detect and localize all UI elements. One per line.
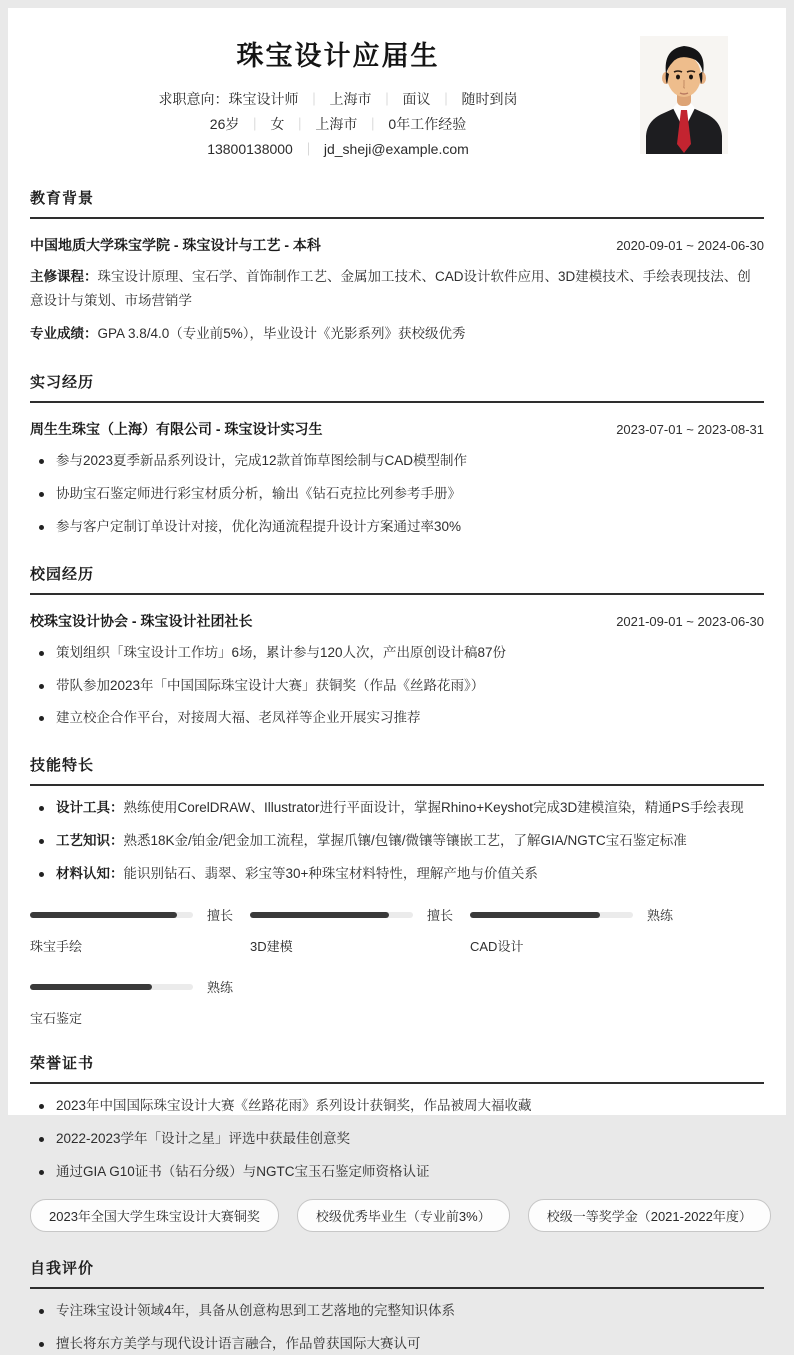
- bullet-text: 2022-2023学年「设计之星」评选中获最佳创意奖: [56, 1131, 351, 1147]
- skill-text: 熟悉18K金/铂金/钯金加工流程，掌握爪镶/包镶/微镶等镶嵌工艺，了解GIA/NGTC宝石鉴定标准: [123, 833, 687, 849]
- bullet-text: 专注珠宝设计领域4年，具备从创意构思到工艺落地的完整知识体系: [56, 1302, 456, 1318]
- skill-text: 能识别钻石、翡翠、彩宝等30+种珠宝材料特性，理解产地与价值关系: [123, 866, 538, 882]
- list-item: [30, 798, 764, 819]
- section-title-education: 教育背景: [30, 187, 764, 219]
- intent-role: 珠宝设计师: [228, 91, 299, 107]
- list-item: [30, 1301, 764, 1322]
- list-item: [30, 1129, 764, 1150]
- separator: ｜: [366, 117, 380, 132]
- summary-bullet-list: [30, 1301, 764, 1355]
- skill-bar-3d-modeling: [250, 905, 470, 955]
- profile-photo: [640, 36, 728, 154]
- bullet-dot-icon: [39, 459, 44, 464]
- section-title-skills: 技能特长: [30, 754, 764, 786]
- section-skills: [30, 754, 764, 1027]
- internship-entry-title: 周生生珠宝（上海）有限公司 - 珠宝设计实习生: [30, 420, 323, 437]
- honor-badge: 校级一等奖学金（2021-2022年度）: [528, 1199, 771, 1232]
- list-item: [30, 1162, 764, 1183]
- bullet-dot-icon: [39, 651, 44, 656]
- section-campus: [30, 563, 764, 730]
- basic-info-line: [38, 112, 638, 137]
- section-title-honors: 荣誉证书: [30, 1052, 764, 1084]
- bar-level-label: 擅长: [427, 908, 454, 924]
- bar-skill-name: CAD设计: [470, 939, 524, 955]
- info-age: 26岁: [209, 116, 240, 132]
- info-gender: 女: [270, 116, 285, 132]
- list-item: [30, 864, 764, 885]
- list-item: [30, 1096, 764, 1117]
- section-title-campus: 校园经历: [30, 563, 764, 595]
- skill-bar-jewelry-sketch: [30, 905, 250, 955]
- job-intent-label: 求职意向：: [158, 91, 229, 107]
- intent-city: 上海市: [329, 91, 372, 107]
- separator: ｜: [380, 92, 394, 107]
- campus-entry-title: 校珠宝设计协会 - 珠宝设计社团社长: [30, 612, 253, 629]
- bullet-text: 策划组织「珠宝设计工作坊」6场，累计参与120人次，产出原创设计稿87份: [56, 644, 507, 660]
- separator: ｜: [439, 92, 453, 107]
- honor-badge: 2023年全国大学生珠宝设计大赛铜奖: [30, 1199, 279, 1232]
- separator: ｜: [307, 92, 321, 107]
- education-gpa-row: [30, 322, 764, 346]
- skill-label: 材料认知：: [56, 866, 124, 882]
- courses-text: 珠宝设计原理、宝石学、首饰制作工艺、金属加工技术、CAD设计软件应用、3D建模技术、手绘表现技法、创意设计与策划、市场营销学: [30, 269, 751, 308]
- bullet-text: 参与2023夏季新品系列设计，完成12款首饰草图绘制与CAD模型制作: [56, 452, 468, 468]
- bullet-text: 擅长将东方美学与现代设计语言融合，作品曾获国际大赛认可: [56, 1335, 421, 1351]
- intent-salary: 面议: [402, 91, 431, 107]
- header-text-block: [38, 26, 638, 162]
- separator: ｜: [301, 142, 315, 157]
- honor-badge: 校级优秀毕业生（专业前3%）: [297, 1199, 510, 1232]
- bullet-text: 通过GIA G10证书（钻石分级）与NGTC宝玉石鉴定师资格认证: [56, 1164, 430, 1180]
- bar-track: [250, 912, 413, 918]
- campus-entry-head: [30, 611, 764, 631]
- bar-fill: [30, 912, 177, 918]
- bar-track: [470, 912, 633, 918]
- email-address: jd_sheji@example.com: [323, 141, 469, 157]
- bar-level-label: 熟练: [647, 908, 674, 924]
- bullet-dot-icon: [39, 684, 44, 689]
- bar-skill-name: 宝石鉴定: [30, 1011, 83, 1027]
- job-intent-line: [38, 87, 638, 112]
- bullet-text: 带队参加2023年「中国国际珠宝设计大赛」获铜奖（作品《丝路花雨》）: [56, 677, 485, 693]
- bullet-text: 2023年中国国际珠宝设计大赛《丝路花雨》系列设计获铜奖，作品被周大福收藏: [56, 1098, 532, 1114]
- bullet-dot-icon: [39, 1104, 44, 1109]
- list-item: [30, 676, 764, 697]
- separator: ｜: [248, 117, 262, 132]
- education-entry-head: [30, 235, 764, 255]
- list-item: [30, 708, 764, 729]
- bullet-dot-icon: [39, 806, 44, 811]
- section-honors: [30, 1052, 764, 1232]
- section-title-internship: 实习经历: [30, 371, 764, 403]
- bullet-dot-icon: [39, 1170, 44, 1175]
- honors-bullet-list: [30, 1096, 764, 1183]
- skills-bullet-list: [30, 798, 764, 885]
- campus-bullet-list: [30, 643, 764, 730]
- skill-bars-grid: [30, 905, 764, 1027]
- intent-availability: 随时到岗: [461, 91, 518, 107]
- bar-level-label: 熟练: [207, 980, 234, 996]
- resume-header: [30, 26, 764, 162]
- section-education: [30, 187, 764, 346]
- skill-bar-gem-identification: [30, 977, 250, 1027]
- phone-number: 13800138000: [207, 141, 293, 157]
- list-item: [30, 517, 764, 538]
- bar-track: [30, 912, 193, 918]
- list-item: [30, 643, 764, 664]
- candidate-name: 珠宝设计应届生: [236, 41, 440, 71]
- bullet-text: 建立校企合作平台，对接周大福、老凤祥等企业开展实习推荐: [56, 710, 421, 726]
- bullet-dot-icon: [39, 525, 44, 530]
- bar-fill: [30, 984, 152, 990]
- education-courses-row: [30, 265, 764, 312]
- education-entry-title: 中国地质大学珠宝学院 - 珠宝设计与工艺 - 本科: [30, 237, 321, 253]
- skill-text: 熟练使用CorelDRAW、Illustrator进行平面设计，掌握Rhino+Keyshot完成3D建模渲染，精通PS手绘表现: [123, 800, 744, 816]
- internship-entry-date: 2023-07-01 ~ 2023-08-31: [616, 421, 764, 437]
- bar-skill-name: 3D建模: [250, 939, 293, 955]
- internship-entry-head: [30, 419, 764, 439]
- section-summary: [30, 1257, 764, 1355]
- bullet-dot-icon: [39, 1309, 44, 1314]
- bullet-dot-icon: [39, 839, 44, 844]
- section-internship: [30, 371, 764, 538]
- gpa-text: GPA 3.8/4.0（专业前5%），毕业设计《光影系列》获校级优秀: [97, 326, 466, 342]
- campus-entry-date: 2021-09-01 ~ 2023-06-30: [616, 613, 764, 629]
- internship-bullet-list: [30, 451, 764, 538]
- separator: ｜: [293, 117, 307, 132]
- list-item: [30, 484, 764, 505]
- section-title-summary: 自我评价: [30, 1257, 764, 1289]
- list-item: [30, 1334, 764, 1355]
- info-experience: 0年工作经验: [388, 116, 467, 132]
- bar-skill-name: 珠宝手绘: [30, 939, 83, 955]
- skill-label: 设计工具：: [56, 800, 124, 816]
- bullet-text: 参与客户定制订单设计对接，优化沟通流程提升设计方案通过率30%: [56, 518, 462, 534]
- bullet-dot-icon: [39, 1137, 44, 1142]
- list-item: [30, 451, 764, 472]
- bullet-dot-icon: [39, 872, 44, 877]
- education-entry-date: 2020-09-01 ~ 2024-06-30: [616, 238, 764, 253]
- info-city: 上海市: [315, 116, 358, 132]
- resume-page: [8, 8, 786, 1351]
- gpa-label: 专业成绩：: [30, 326, 98, 342]
- bar-fill: [250, 912, 389, 918]
- skill-label: 工艺知识：: [56, 833, 124, 849]
- contact-line: [38, 137, 638, 162]
- bullet-dot-icon: [39, 716, 44, 721]
- bullet-dot-icon: [39, 492, 44, 497]
- list-item: [30, 831, 764, 852]
- bullet-text: 协助宝石鉴定师进行彩宝材质分析，输出《钻石克拉比列参考手册》: [56, 485, 461, 501]
- courses-label: 主修课程：: [30, 269, 98, 284]
- bar-level-label: 擅长: [207, 908, 234, 924]
- skill-bar-cad-design: [470, 905, 690, 955]
- bar-fill: [470, 912, 600, 918]
- bar-track: [30, 984, 193, 990]
- bullet-dot-icon: [39, 1342, 44, 1347]
- honor-badge-row: [30, 1199, 764, 1232]
